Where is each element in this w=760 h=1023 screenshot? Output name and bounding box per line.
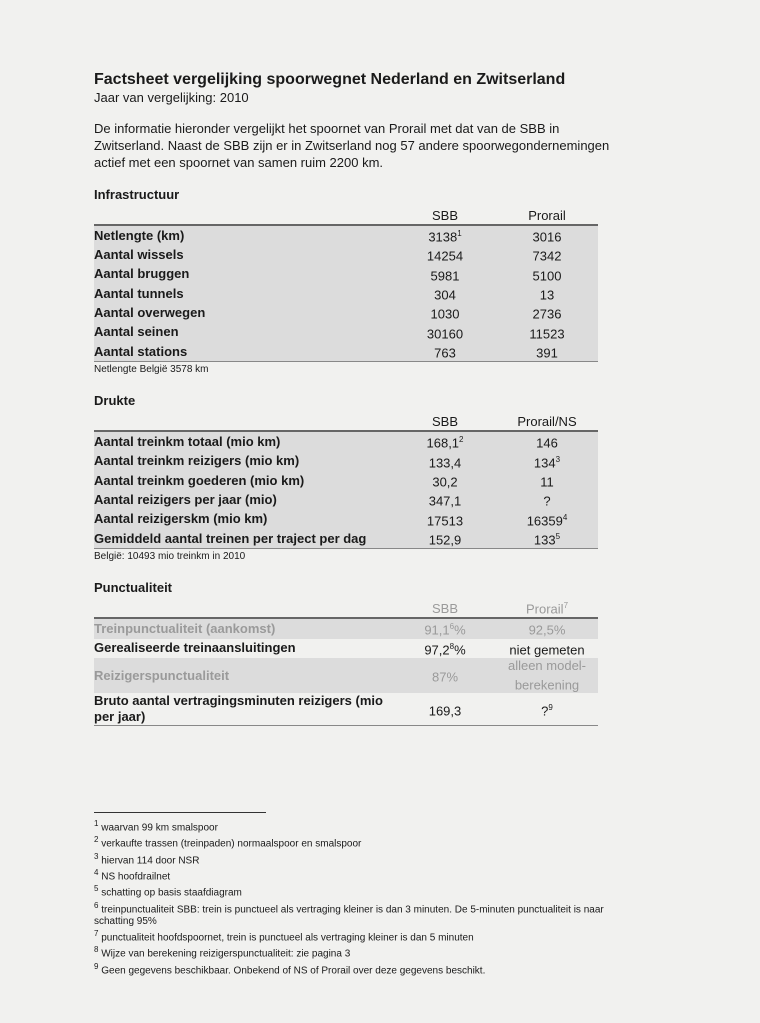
value-text: 168,1	[426, 435, 460, 451]
value-text: 304	[434, 287, 456, 303]
infrastructure-row-label	[94, 265, 394, 284]
value-text: 169,3	[428, 702, 462, 718]
section-heading-infrastructuur: Infrastructuur	[94, 187, 180, 202]
footnote-number: 8	[94, 945, 99, 955]
footnote-text: hiervan 114 door NSR	[101, 854, 200, 866]
punctualiteit-row-sbb-value	[394, 618, 496, 638]
punctualiteit-row-label-text: Reizigerspunctualiteit	[94, 667, 230, 683]
value-text: 133,4	[428, 454, 462, 470]
value-text: 11523	[529, 325, 565, 341]
table-row	[94, 245, 598, 264]
value-text: 7342	[532, 248, 562, 264]
drukte-row-sbb-value	[394, 471, 496, 490]
column-header-sbb: SBB	[431, 208, 458, 223]
footnote-number: 3	[94, 851, 99, 861]
value-superscript: 5	[555, 531, 561, 541]
table-row	[94, 510, 598, 529]
table-row	[94, 452, 598, 471]
infrastructure-row-prorail-value	[496, 245, 598, 264]
footnote-text: schatting op basis staafdiagram	[101, 887, 242, 899]
footnotes	[94, 818, 614, 977]
infrastructure-row-label	[94, 284, 394, 303]
value-text: 11	[540, 474, 554, 490]
column-header-prorail	[496, 600, 598, 618]
value-text: 2736	[532, 306, 562, 322]
table-row	[94, 490, 598, 509]
value-text: 347,1	[428, 493, 462, 509]
infrastructure-row-label	[94, 245, 394, 264]
footnote-number: 6	[94, 900, 99, 910]
value-text: 3138	[428, 229, 458, 245]
infrastructure-row-sbb-value	[394, 245, 496, 264]
punctualiteit-row-label-text: Gerealiseerde treinaansluitingen	[94, 640, 296, 656]
drukte-row-label	[94, 529, 394, 549]
infrastructure-row-label-text: Netlengte (km)	[94, 227, 185, 243]
value-text: 1030	[430, 306, 460, 322]
drukte-table-body	[94, 431, 598, 548]
infrastructure-row-sbb-value	[394, 342, 496, 362]
footnote-number: 7	[94, 928, 99, 938]
value-text: 17513	[426, 512, 464, 528]
drukte-row-label	[94, 510, 394, 529]
value-text: 134	[533, 454, 556, 470]
value-text: 763	[434, 345, 456, 361]
table-row	[94, 618, 598, 638]
drukte-row-label-text: Aantal treinkm reizigers (mio km)	[94, 453, 300, 469]
footnote-text: verkaufte trassen (treinpaden) normaalspoor en smalspoor	[101, 838, 362, 850]
page-title: Factsheet vergelijking spoorwegnet Nederland en Zwitserland	[94, 71, 566, 88]
infrastructure-row-label	[94, 323, 394, 342]
drukte-row-label-text: Aantal treinkm totaal (mio km)	[94, 433, 281, 449]
infrastructure-row-sbb-value	[394, 265, 496, 284]
punctualiteit-row-label	[94, 693, 394, 726]
drukte-row-label-text: Aantal reizigers per jaar (mio)	[94, 491, 277, 507]
value-text: ?	[541, 702, 549, 718]
infrastructure-row-prorail-value	[496, 342, 598, 362]
value-suffix: %	[454, 641, 466, 657]
drukte-row-sbb-value	[394, 529, 496, 549]
infrastructure-row-label-text: Aantal overwegen	[94, 304, 206, 320]
value-text: 87%	[431, 669, 459, 685]
value-superscript: 3	[555, 454, 561, 464]
value-text: 133	[533, 532, 556, 548]
footnote-text: treinpunctualiteit SBB: trein is punctueel als vertraging kleiner is dan 3 minuten. De 5-minuten punctualiteit is naar schatting 95%	[94, 903, 604, 927]
table-header-empty	[94, 413, 394, 431]
value-text: 30160	[426, 325, 464, 341]
drukte-table	[94, 413, 598, 549]
drukte-row-prorail-value	[496, 529, 598, 549]
footnote-number: 2	[94, 835, 99, 845]
footnote-item	[94, 900, 614, 928]
infrastructure-row-sbb-value	[394, 225, 496, 245]
punctualiteit-row-sbb-value	[394, 639, 496, 658]
table-row	[94, 693, 598, 726]
value-superscript: 6	[449, 622, 455, 632]
table-row	[94, 639, 598, 658]
punctualiteit-row-prorail-value	[496, 618, 598, 638]
punctualiteit-table	[94, 600, 598, 726]
drukte-row-label-text: Aantal reizigerskm (mio km)	[94, 511, 268, 527]
value-text: 146	[536, 435, 558, 451]
table-header-empty	[94, 600, 394, 618]
table-row	[94, 529, 598, 549]
drukte-row-label-text: Aantal treinkm goederen (mio km)	[94, 472, 305, 488]
value-superscript: 9	[548, 702, 553, 712]
footnote-number: 4	[94, 867, 99, 877]
value-text: 30,2	[432, 474, 458, 490]
drukte-row-sbb-value	[394, 490, 496, 509]
infrastructure-row-prorail-value	[496, 284, 598, 303]
infrastructure-row-sbb-value	[394, 303, 496, 322]
footnote-number: 9	[94, 961, 99, 971]
footnote-text: Wijze van berekening reizigerspunctualiteit: zie pagina 3	[101, 948, 351, 960]
value-text: 391	[536, 345, 558, 361]
punctualiteit-row-label-text: Treinpunctualiteit (aankomst)	[94, 620, 276, 636]
punctualiteit-row-prorail-value	[496, 693, 598, 726]
infrastructure-row-sbb-value	[394, 323, 496, 342]
table-row	[94, 265, 598, 284]
section-heading-punctualiteit: Punctualiteit	[94, 580, 173, 596]
drukte-row-prorail-value	[496, 490, 598, 509]
footnote-text: punctualiteit hoofdspoornet, trein is punctueel als vertraging kleiner is dan 5 minuten	[101, 932, 474, 944]
drukte-row-label	[94, 471, 394, 490]
drukte-row-sbb-value	[394, 510, 496, 529]
footnote-text: waarvan 99 km smalspoor	[101, 822, 218, 834]
value-text: 16359	[526, 512, 563, 528]
table-row	[94, 471, 598, 490]
drukte-row-label	[94, 452, 394, 471]
value-text: niet gemeten	[509, 641, 585, 657]
table-row	[94, 323, 598, 342]
table-row	[94, 342, 598, 362]
drukte-row-sbb-value	[394, 452, 496, 471]
drukte-row-label-text: Gemiddeld aantal treinen per traject per dag	[94, 530, 367, 546]
footnote-item	[94, 834, 614, 850]
footnote-text: Geen gegevens beschikbaar. Onbekend of NS of Prorail over deze gegevens beschikt.	[101, 964, 486, 976]
column-header-prorail-text: Prorail	[525, 601, 564, 617]
drukte-row-prorail-value	[496, 471, 598, 490]
column-header-sbb: SBB	[431, 414, 458, 430]
value-text: 92,5%	[528, 622, 566, 638]
value-text: 5100	[532, 267, 562, 283]
drukte-row-prorail-value	[496, 452, 598, 471]
punctualiteit-row-prorail-value	[496, 658, 598, 693]
factsheet-page	[94, 70, 614, 726]
footnote-item	[94, 928, 614, 944]
drukte-row-sbb-value	[394, 431, 496, 451]
value-suffix: %	[454, 622, 466, 638]
punctualiteit-row-label-text: Bruto aantal vertragingsminuten reizigers (mio per jaar)	[94, 693, 383, 725]
footnote-item	[94, 867, 614, 883]
footnote-item	[94, 944, 614, 960]
punctualiteit-table-body	[94, 618, 598, 725]
infrastructure-row-prorail-value	[496, 265, 598, 284]
footnote-item	[94, 818, 614, 834]
table-row	[94, 431, 598, 451]
punctualiteit-row-prorail-value	[496, 639, 598, 658]
column-header-prorail-ns: Prorail/NS	[517, 414, 577, 430]
footnote-text: NS hoofdrailnet	[101, 871, 171, 883]
drukte-note: België: 10493 mio treinkm in 2010	[94, 551, 246, 563]
value-superscript: 1	[457, 229, 462, 238]
column-header-sbb: SBB	[431, 601, 458, 617]
value-text: 3016	[532, 229, 562, 245]
value-text: ?	[543, 493, 551, 509]
table-row	[94, 225, 598, 245]
infrastructure-row-label-text: Aantal stations	[94, 343, 188, 359]
footnote-number: 1	[94, 819, 99, 828]
infrastructure-row-prorail-value	[496, 323, 598, 342]
footnote-number: 5	[94, 884, 99, 894]
infrastructure-row-prorail-value	[496, 225, 598, 245]
infrastructure-table	[94, 207, 598, 362]
value-superscript: 4	[562, 512, 568, 522]
footnote-item	[94, 961, 614, 977]
value-text: 14254	[426, 248, 464, 264]
punctualiteit-row-sbb-value	[394, 693, 496, 726]
infrastructure-note: Netlengte België 3578 km	[94, 364, 209, 376]
footnote-item	[94, 851, 614, 867]
infrastructure-row-label-text: Aantal wissels	[94, 246, 184, 262]
value-text: 97,2	[424, 641, 450, 657]
infrastructure-row-prorail-value	[496, 303, 598, 322]
infrastructure-row-sbb-value	[394, 284, 496, 303]
punctualiteit-row-label	[94, 618, 394, 638]
drukte-row-label	[94, 431, 394, 451]
table-row	[94, 284, 598, 303]
drukte-row-label	[94, 490, 394, 509]
infrastructure-row-label-text: Aantal tunnels	[94, 285, 184, 301]
footnote-item	[94, 883, 614, 899]
infrastructure-row-label-text: Aantal seinen	[94, 324, 179, 340]
table-row	[94, 658, 598, 693]
drukte-row-prorail-value	[496, 431, 598, 451]
intro-paragraph: De informatie hieronder vergelijkt het spoornet van Prorail met dat van de SBB in Zwitserland. Naast de SBB zijn er in Zwitserland nog 57 andere spoorwegondernemingen actief met een spoornet van samen ruim 2200 km.	[94, 121, 610, 170]
punctualiteit-row-sbb-value	[394, 658, 496, 693]
footnote-divider	[94, 812, 266, 813]
value-text: 13	[539, 287, 555, 303]
column-header-prorail: Prorail	[528, 208, 566, 223]
infrastructure-row-label	[94, 225, 394, 245]
value-superscript: 2	[459, 435, 464, 445]
section-heading-drukte: Drukte	[94, 393, 136, 409]
value-text: alleen model-berekening	[507, 657, 587, 693]
punctualiteit-row-label	[94, 658, 394, 693]
value-text: 5981	[430, 267, 460, 283]
value-text: 91,1	[424, 622, 450, 638]
value-superscript: 8	[449, 641, 455, 651]
infrastructure-table-body	[94, 225, 598, 362]
infrastructure-row-label-text: Aantal bruggen	[94, 266, 190, 282]
table-row	[94, 303, 598, 322]
drukte-row-prorail-value	[496, 510, 598, 529]
value-text: 152,9	[428, 532, 462, 548]
table-header-empty	[94, 207, 394, 225]
punctualiteit-row-label	[94, 639, 394, 658]
page-subtitle: Jaar van vergelijking: 2010	[94, 90, 249, 105]
infrastructure-row-label	[94, 342, 394, 362]
column-header-prorail-sup: 7	[563, 601, 569, 611]
infrastructure-row-label	[94, 303, 394, 322]
